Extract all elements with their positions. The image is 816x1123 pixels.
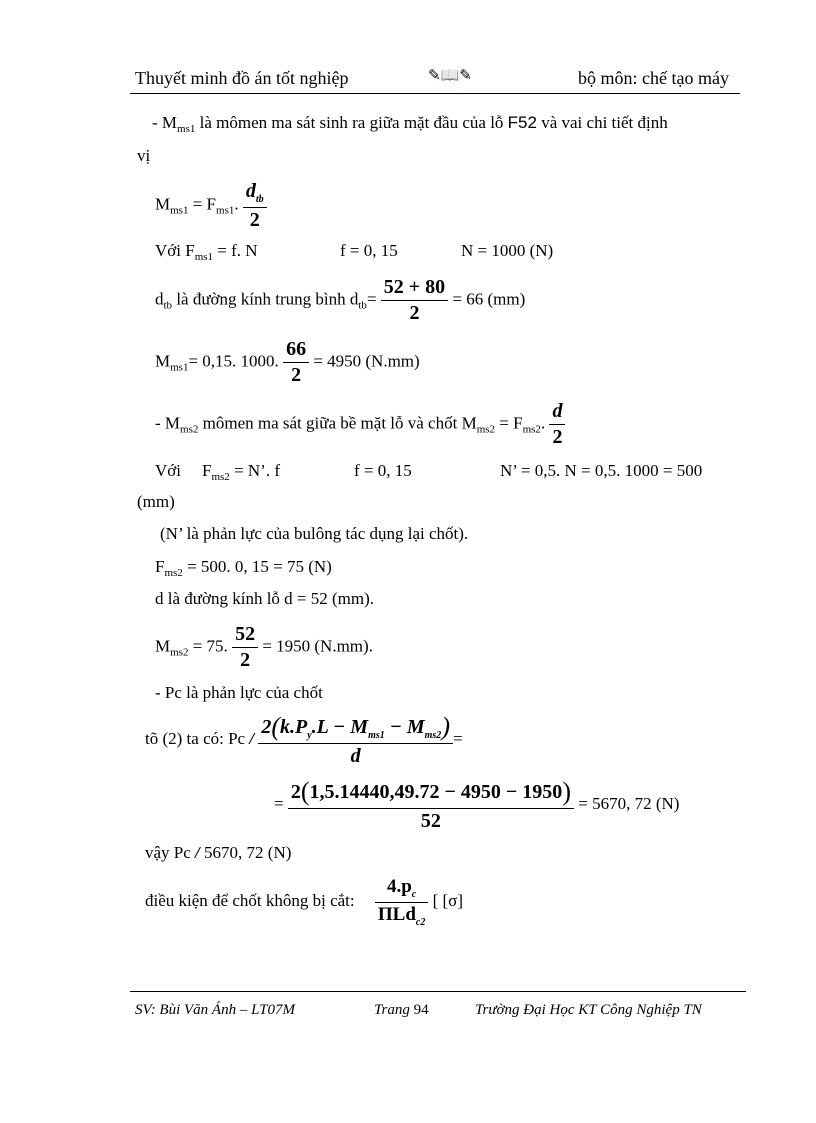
line-dtb: $d_{tb}$ là đường kính trung bình $d_{tb}=$ $\frac{52 + 80}{2}$ = 66 (mm) bbox=[155, 276, 526, 324]
formula-pc: tõ (2) ta có: Pc / $\frac{2(k.P_y.L - M_{ms1} - M_{ms2})}{d}$ = bbox=[145, 712, 463, 767]
line-mms1-result: $M_{ms1}= 0,15$. 1000. $\frac{66}{2}$ = 4950 (N.mm) bbox=[155, 338, 420, 386]
line-pc-definition: - Pc là phản lực của chốt bbox=[155, 683, 323, 702]
value-f2: f = 0, 15 bbox=[354, 461, 412, 480]
line-mms2-definition: - $M_{ms2}$ mômen ma sát giữa bề mặt lỗ và chốt $M_{ms2} = F_{ms2}$. $\frac{d}{2}$ bbox=[155, 400, 565, 449]
fraction-52-plus-80: $\frac{52 + 80}{2}$ bbox=[381, 276, 448, 325]
header-title: Thuyết minh đồ án tốt nghiệp bbox=[135, 68, 349, 88]
footer-school: Trường Đại Học KT Công Nghiệp TN bbox=[475, 1002, 702, 1018]
line-fms1: Với $F_{ms1} = f$. N bbox=[155, 241, 258, 263]
fraction-pc-general: $\frac{2(k.P_y.L - M_{ms1} - M_{ms2})}{d}$ bbox=[258, 712, 453, 768]
formula-pc-numeric: = $\frac{2(1,5.14440,49.72 - 4950 - 1950)}{52}$ = 5670, 72 (N) bbox=[274, 777, 680, 832]
header-ornament-icon: ✎📖✎ bbox=[428, 68, 472, 84]
fraction-shear: $\frac{4.p_c}{\Pi Ld_{c2}}$ bbox=[375, 876, 428, 928]
fraction-dtb-over-2: $\frac{d_{tb}}{2}$ bbox=[243, 180, 267, 232]
line-shear-condition: điều kiện để chốt không bị cắt: $\frac{4.p_c}{\Pi Ld_{c2}}$ [ [σ] bbox=[145, 876, 464, 928]
header-department: bộ môn: chế tạo máy bbox=[578, 68, 729, 88]
line-fms2-label: Với bbox=[155, 461, 181, 480]
header-divider bbox=[130, 93, 740, 94]
line-pc-result: vậy Pc / 5670, 72 (N) bbox=[145, 843, 292, 862]
fraction-d-over-2: $\frac{d}{2}$ bbox=[549, 400, 565, 449]
line-d-definition: d là đường kính lỗ d = 52 (mm). bbox=[155, 589, 375, 608]
line-fms2: $F_{ms2} = N$’. f bbox=[202, 461, 280, 483]
line-continuation: vị bbox=[137, 146, 151, 165]
footer-divider bbox=[130, 991, 746, 992]
value-f: f = 0, 15 bbox=[340, 241, 398, 260]
fraction-pc-numeric: $\frac{2(1,5.14440,49.72 - 4950 - 1950)}{52}$ bbox=[288, 777, 574, 833]
value-n-prime: N’ = 0,5. N = 0,5. 1000 = 500 bbox=[500, 461, 703, 480]
line-unit: (mm) bbox=[137, 492, 175, 511]
line-mms2-result: $M_{ms2} = 75$. $\frac{52}{2}$ = 1950 (N.mm). bbox=[155, 623, 373, 671]
footer-student: SV: Bùi Văn Ánh – LT07M bbox=[135, 1002, 295, 1018]
line-note-bulong: (N’ là phản lực của bulông tác dụng lại chốt). bbox=[160, 524, 469, 543]
fraction-52-over-2: $\frac{52}{2}$ bbox=[232, 623, 258, 672]
line-fms2-result: $F_{ms2} = 500$. 0, 15 = 75 (N) bbox=[155, 557, 332, 579]
line-mms1-definition: - $M_{ms1}$ là mômen ma sát sinh ra giữa mặt đầu của lỗ F52 và vai chi tiết định bbox=[152, 113, 668, 135]
footer-page: Trang 94 bbox=[374, 1002, 429, 1018]
fraction-66-over-2: $\frac{66}{2}$ bbox=[283, 338, 309, 387]
formula-mms1: $M_{ms1} = F_{ms1}$. $\frac{d_{tb}}{2}$ bbox=[155, 180, 267, 232]
value-n: N = 1000 (N) bbox=[461, 241, 554, 260]
